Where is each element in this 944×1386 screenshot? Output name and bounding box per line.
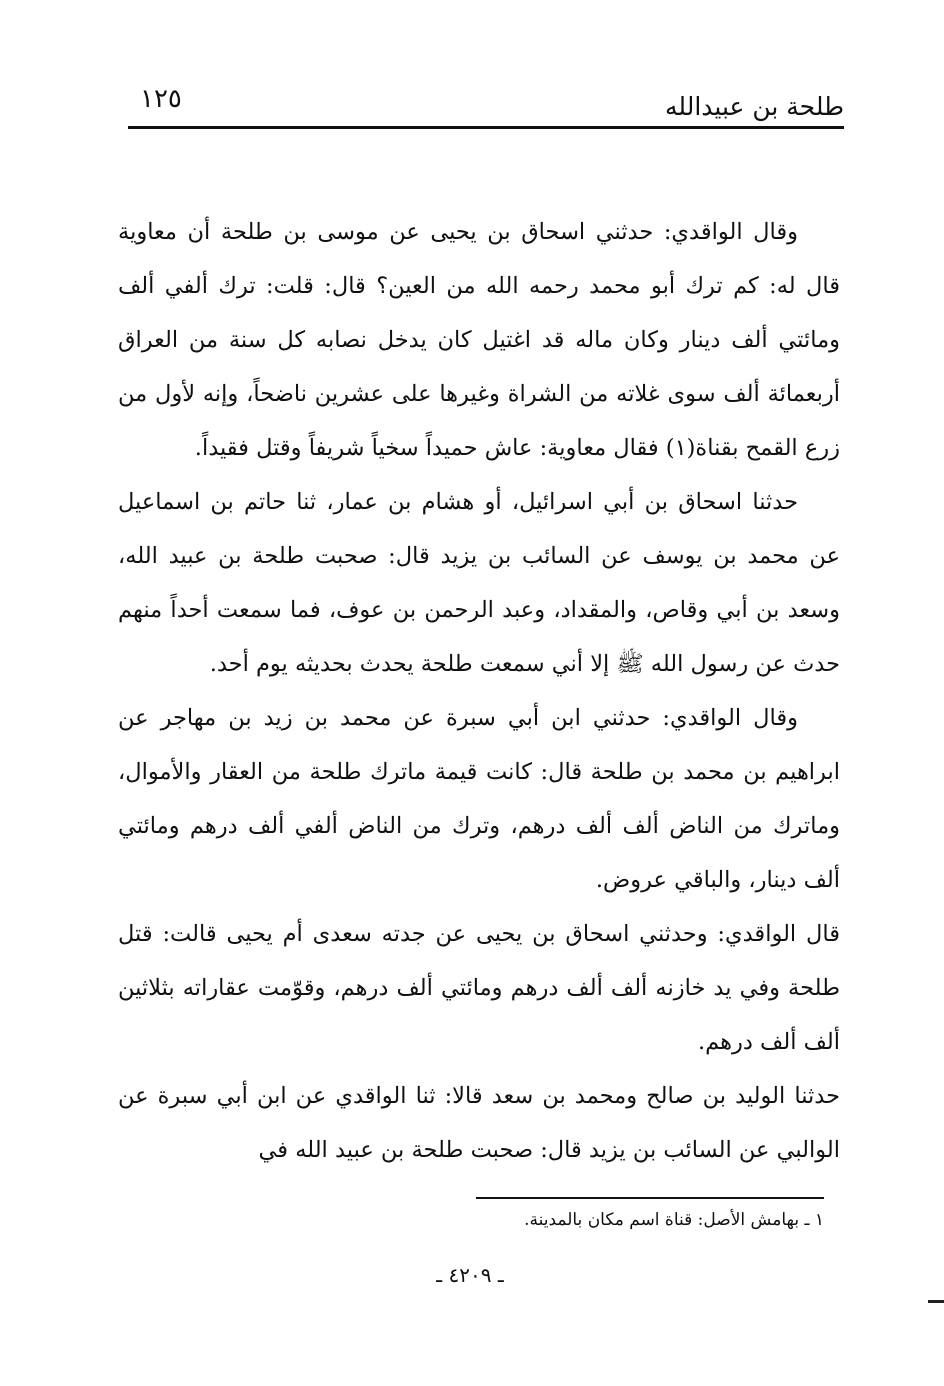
paragraph-3: وقال الواقدي: حدثني ابن أبي سبرة عن محمد بن زيد بن مهاجر عن ابراهيم بن محمد بن طلحة قال: كانت قيمة ماترك طلحة من العقار والأموال، وماترك من الناض ألف ألف درهم، وترك من الناض ألفي ألف درهم ومائتي ألف دينار، والباقي عروض. xyxy=(118,705,840,893)
page-number: ١٢٥ xyxy=(140,84,182,114)
footnote: ١ ـ بهامش الأصل: قناة اسم مكان بالمدينة. xyxy=(524,1210,824,1230)
paragraph-2: حدثنا اسحاق بن أبي اسرائيل، أو هشام بن عمار، ثنا حاتم بن اسماعيل عن محمد بن يوسف عن السائب بن يزيد قال: صحبت طلحة بن عبيد الله، وسعد بن أبي وقاص، والمقداد، وعبد الرحمن بن عوف، فما سمعت أحداً منهم حدث عن رسول الله ﷺ إلا أني سمعت طلحة يحدث بحديثه يوم أحد. xyxy=(118,489,840,677)
footnote-rule xyxy=(476,1197,824,1199)
paragraph-5: حدثنا الوليد بن صالح ومحمد بن سعد قالا: ثنا الواقدي عن ابن أبي سبرة عن الوالبي عن السائب بن يزيد قال: صحبت طلحة بن عبيد الله في xyxy=(118,1083,840,1163)
body-text xyxy=(118,205,840,1163)
page-header xyxy=(128,78,844,126)
scan-edge-mark xyxy=(928,1300,944,1303)
running-title: طلحة بن عبيدالله xyxy=(665,92,844,121)
paragraph-4: قال الواقدي: وحدثني اسحاق بن يحيى عن جدته سعدى أم يحيى قالت: قتل طلحة وفي يد خازنه ألف ألف درهم ومائتي ألف درهم، وقوّمت عقاراته بثلاثين ألف ألف درهم. xyxy=(118,921,840,1055)
header-rule xyxy=(128,126,844,129)
paragraph-1: وقال الواقدي: حدثني اسحاق بن يحيى عن موسى بن طلحة أن معاوية قال له: كم ترك أبو محمد رحمه الله من العين؟ قال: قلت: ترك ألفي ألف ومائتي ألف دينار وكان ماله قد اغتيل كان يدخل نصابه كل سنة من العراق أربعمائة ألف سوى غلاته من الشراة وغيرها على عشرين ناضحاً، وإنه لأول من زرع القمح بقناة(١) فقال معاوية: عاش حميداً سخياً شريفاً وقتل فقيداً. xyxy=(118,219,840,461)
folio-number: ـ ٤٢٠٩ ـ xyxy=(436,1263,504,1287)
